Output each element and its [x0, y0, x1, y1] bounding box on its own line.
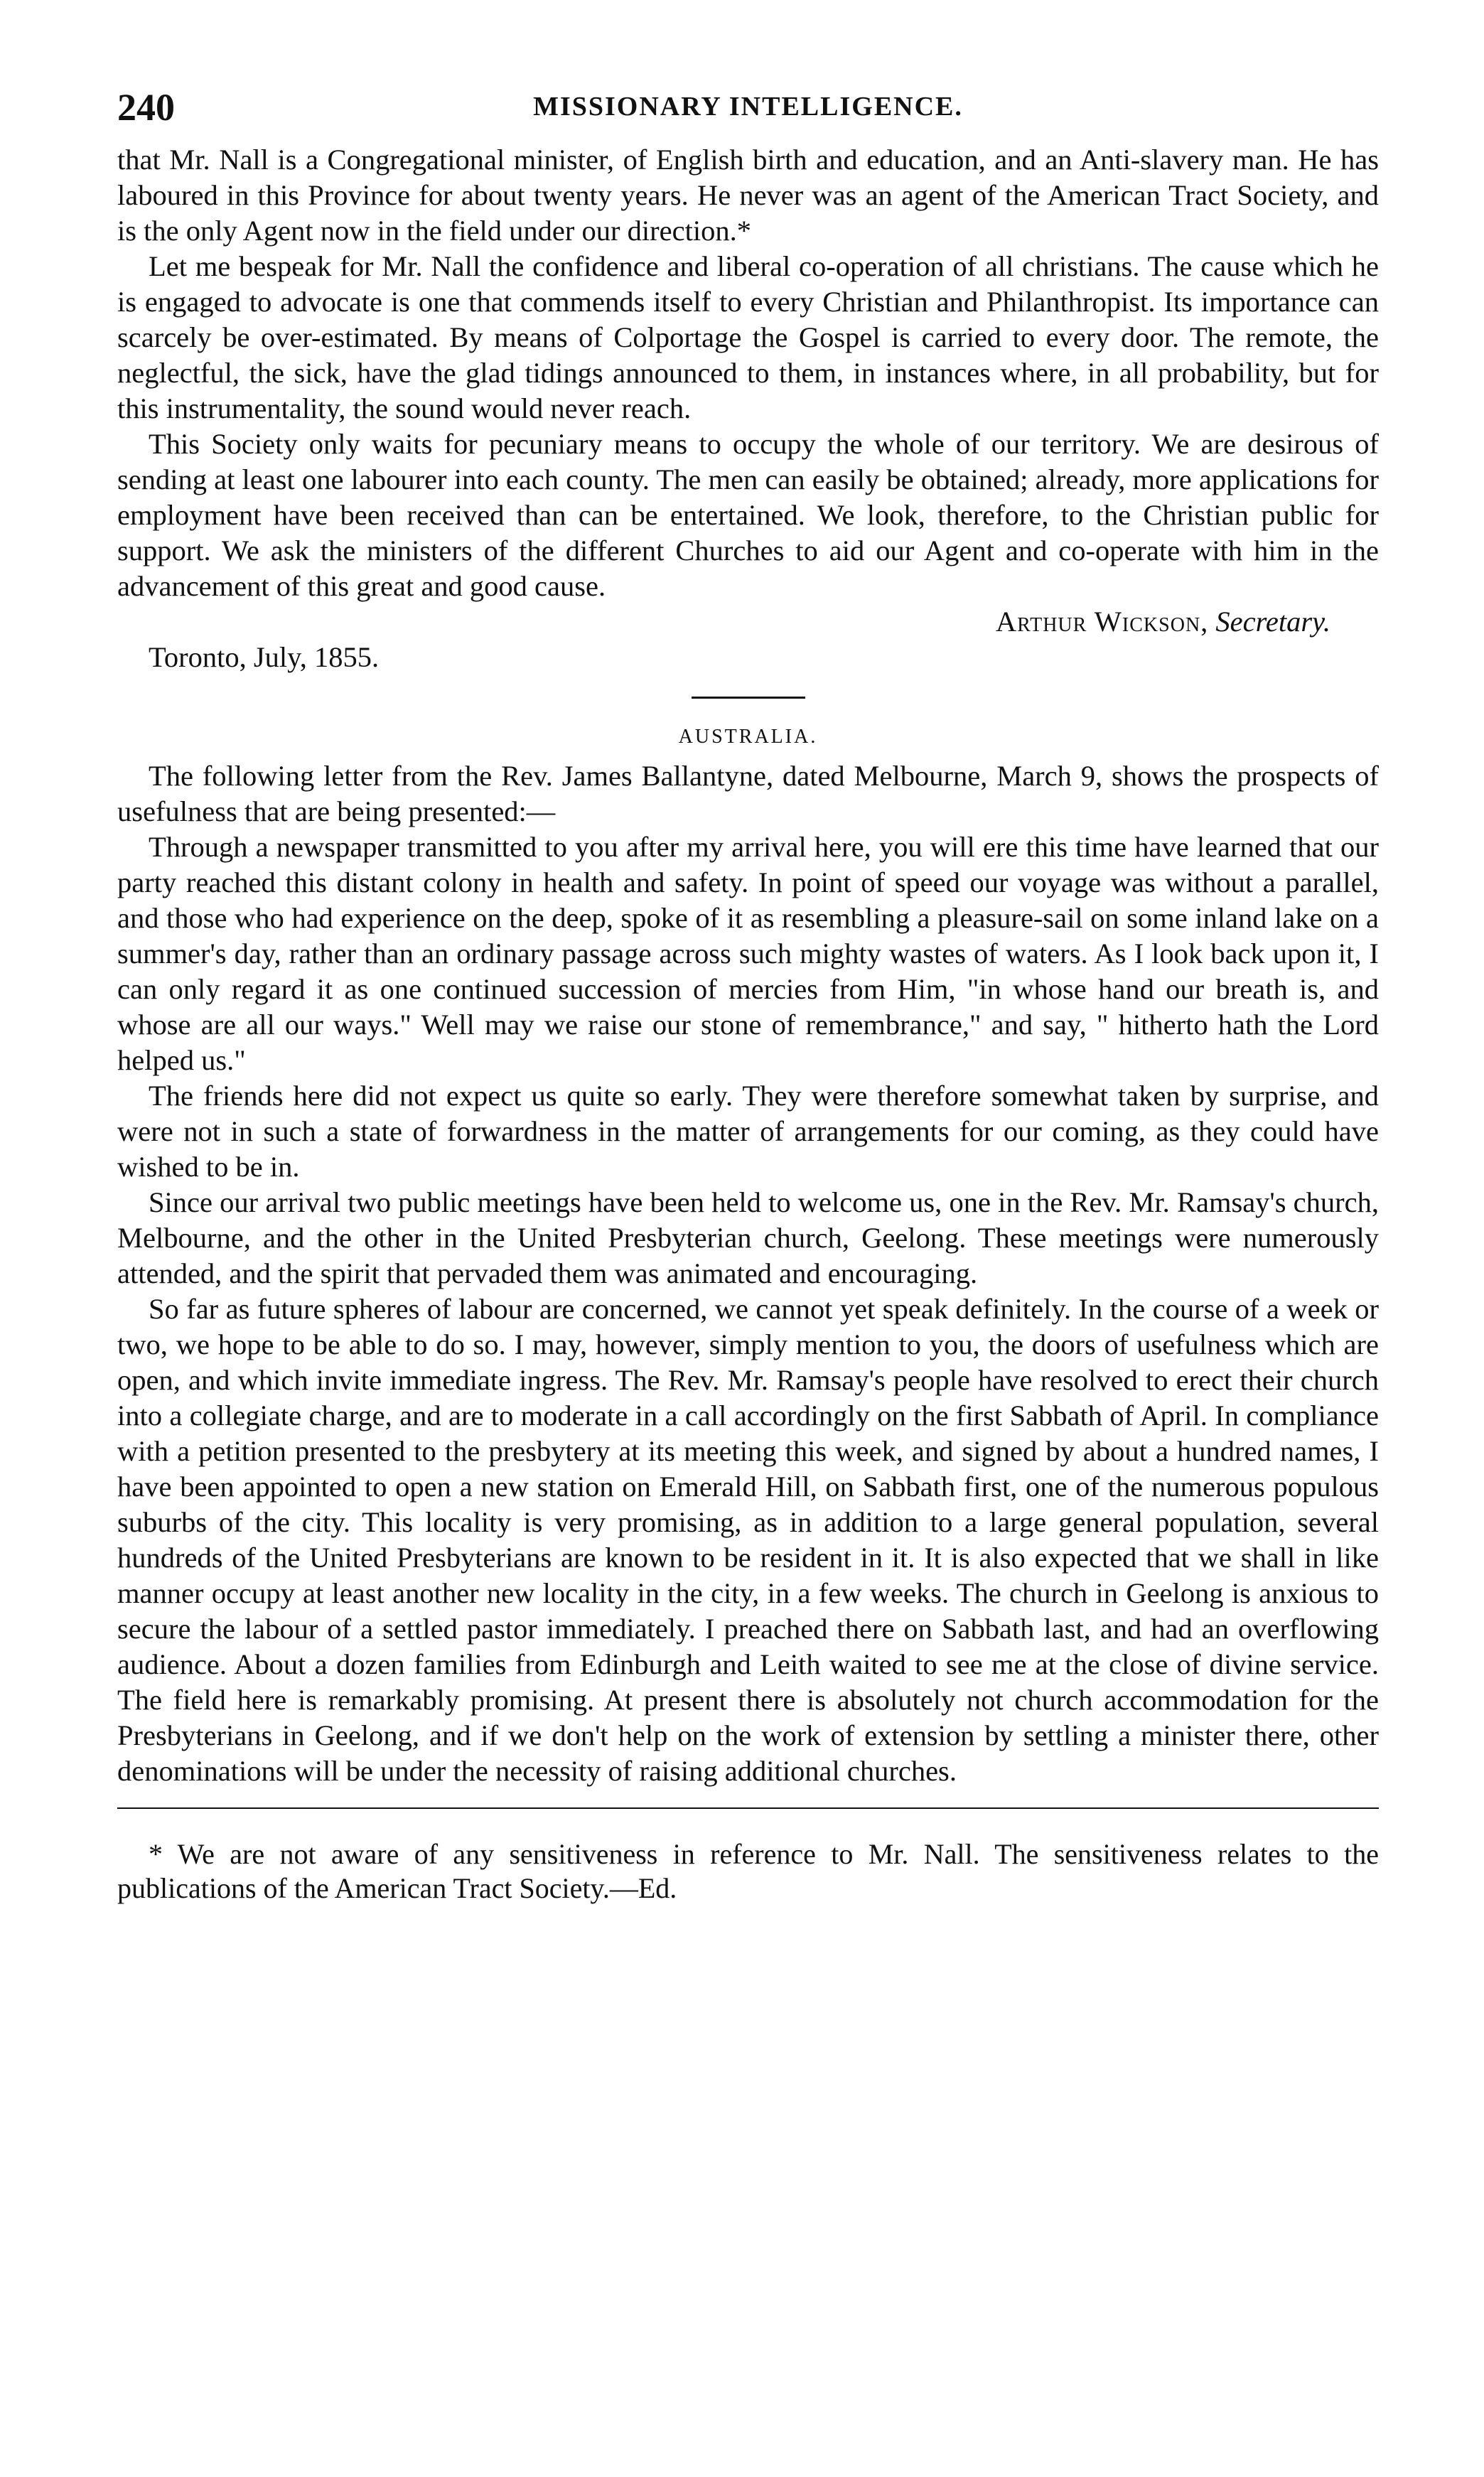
paragraph: The following letter from the Rev. James Ballantyne, dated Melbourne, March 9, shows the prospects of usefulness that are being presented:— — [117, 760, 1379, 827]
paragraph: Since our arrival two public meetings have been held to welcome us, one in the Rev. Mr. Ramsay's church, Melbourne, and the other in the United Presbyterian church, Geelong. These meetings were numerously attended, and the spirit that pervaded them was animated and encouraging. — [117, 1186, 1379, 1289]
paragraph: Let me bespeak for Mr. Nall the confidence and liberal co-operation of all christians. The cause which he is engaged to advocate is one that commends itself to every Christian and Philanthropist. Its importance can scarcely be over-estimated. By means of Colportage the Gospel is carried to every door. The remote, the neglectful, the sick, have the glad tidings announced to them, in instances where, in all probability, but for this instrumentality, the sound would never reach. — [117, 250, 1379, 424]
paragraph: that Mr. Nall is a Congregational minister, of English birth and education, and an Anti-slavery man. He has laboured in this Province for about twenty years. He never was an agent of the American Tract Society, and is the only Agent now in the field under our direction.* — [117, 144, 1379, 247]
page-header — [117, 85, 1379, 142]
paragraph: This Society only waits for pecuniary means to occupy the whole of our territory. We are desirous of sending at least one labourer into each county. The men can easily be obtained; already, more applications for employment have been received than can be entertained. We look, therefore, to the Christian public for support. We ask the ministers of the different Churches to aid our Agent and co-operate with him in the advancement of this great and good cause. — [117, 428, 1379, 602]
running-title: MISSIONARY INTELLIGENCE. — [533, 92, 963, 122]
signature-title: Secretary. — [1215, 606, 1330, 638]
section-divider — [692, 697, 805, 699]
page-number: 240 — [117, 86, 175, 129]
footnote: * We are not aware of any sensitiveness in reference to Mr. Nall. The sensitiveness relates to the publications of the American Tract Society.—Ed. — [117, 1838, 1379, 1904]
section-title: AUSTRALIA. — [678, 726, 818, 748]
signature-name: Arthur Wickson, — [995, 606, 1209, 638]
australia-section — [117, 758, 1379, 1789]
paragraph: So far as future spheres of labour are concerned, we cannot yet speak definitely. In the course of a week or two, we hope to be able to do so. I may, however, simply mention to you, the doors of usefulness which are open, and which invite immediate ingress. The Rev. Mr. Ramsay's people have resolved to erect their church into a collegiate charge, and are to moderate in a call accordingly on the first Sabbath of April. In compliance with a petition presented to the presbytery at its meeting this week, and signed by about a hundred names, I have been appointed to open a new station on Emerald Hill, on Sabbath first, one of the numerous populous suburbs of the city. This locality is very promising, as in addition to a large general population, several hundreds of the United Presbyterians are known to be resident in it. It is also expected that we shall in like manner occupy at least another new locality in the city, in a few weeks. The church in Geelong is anxious to secure the labour of a settled pastor immediately. I preached there on Sabbath last, and had an overflowing audience. About a dozen families from Edinburgh and Leith waited to see me at the close of divine service. The field here is remarkably promising. At present there is absolutely not church accommodation for the Presbyterians in Geelong, and if we don't help on the work of extension by settling a minister there, other denominations will be under the necessity of raising additional churches. — [117, 1293, 1379, 1787]
place-date: Toronto, July, 1855. — [149, 641, 380, 673]
page — [117, 85, 1379, 1934]
signature — [117, 604, 1379, 640]
paragraph: Through a newspaper transmitted to you after my arrival here, you will ere this time have learned that our party reached this distant colony in health and safety. In point of speed our voyage was without a parallel, and those who had experience on the deep, spoke of it as resembling a pleasure-sail on some inland lake on a summer's day, rather than an ordinary passage across such mighty wastes of waters. As I look back upon it, I can only regard it as one continued succession of mercies from Him, "in whose hand our breath is, and whose are all our ways." Well may we raise our stone of remembrance," and say, " hitherto hath the Lord helped us." — [117, 831, 1379, 1076]
footnote-divider — [117, 1807, 1379, 1809]
paragraph: The friends here did not expect us quite so early. They were therefore somewhat taken by surprise, and were not in such a state of forwardness in the matter of arrangements for our coming, as they could have wished to be in. — [117, 1080, 1379, 1183]
top-section — [117, 142, 1379, 675]
